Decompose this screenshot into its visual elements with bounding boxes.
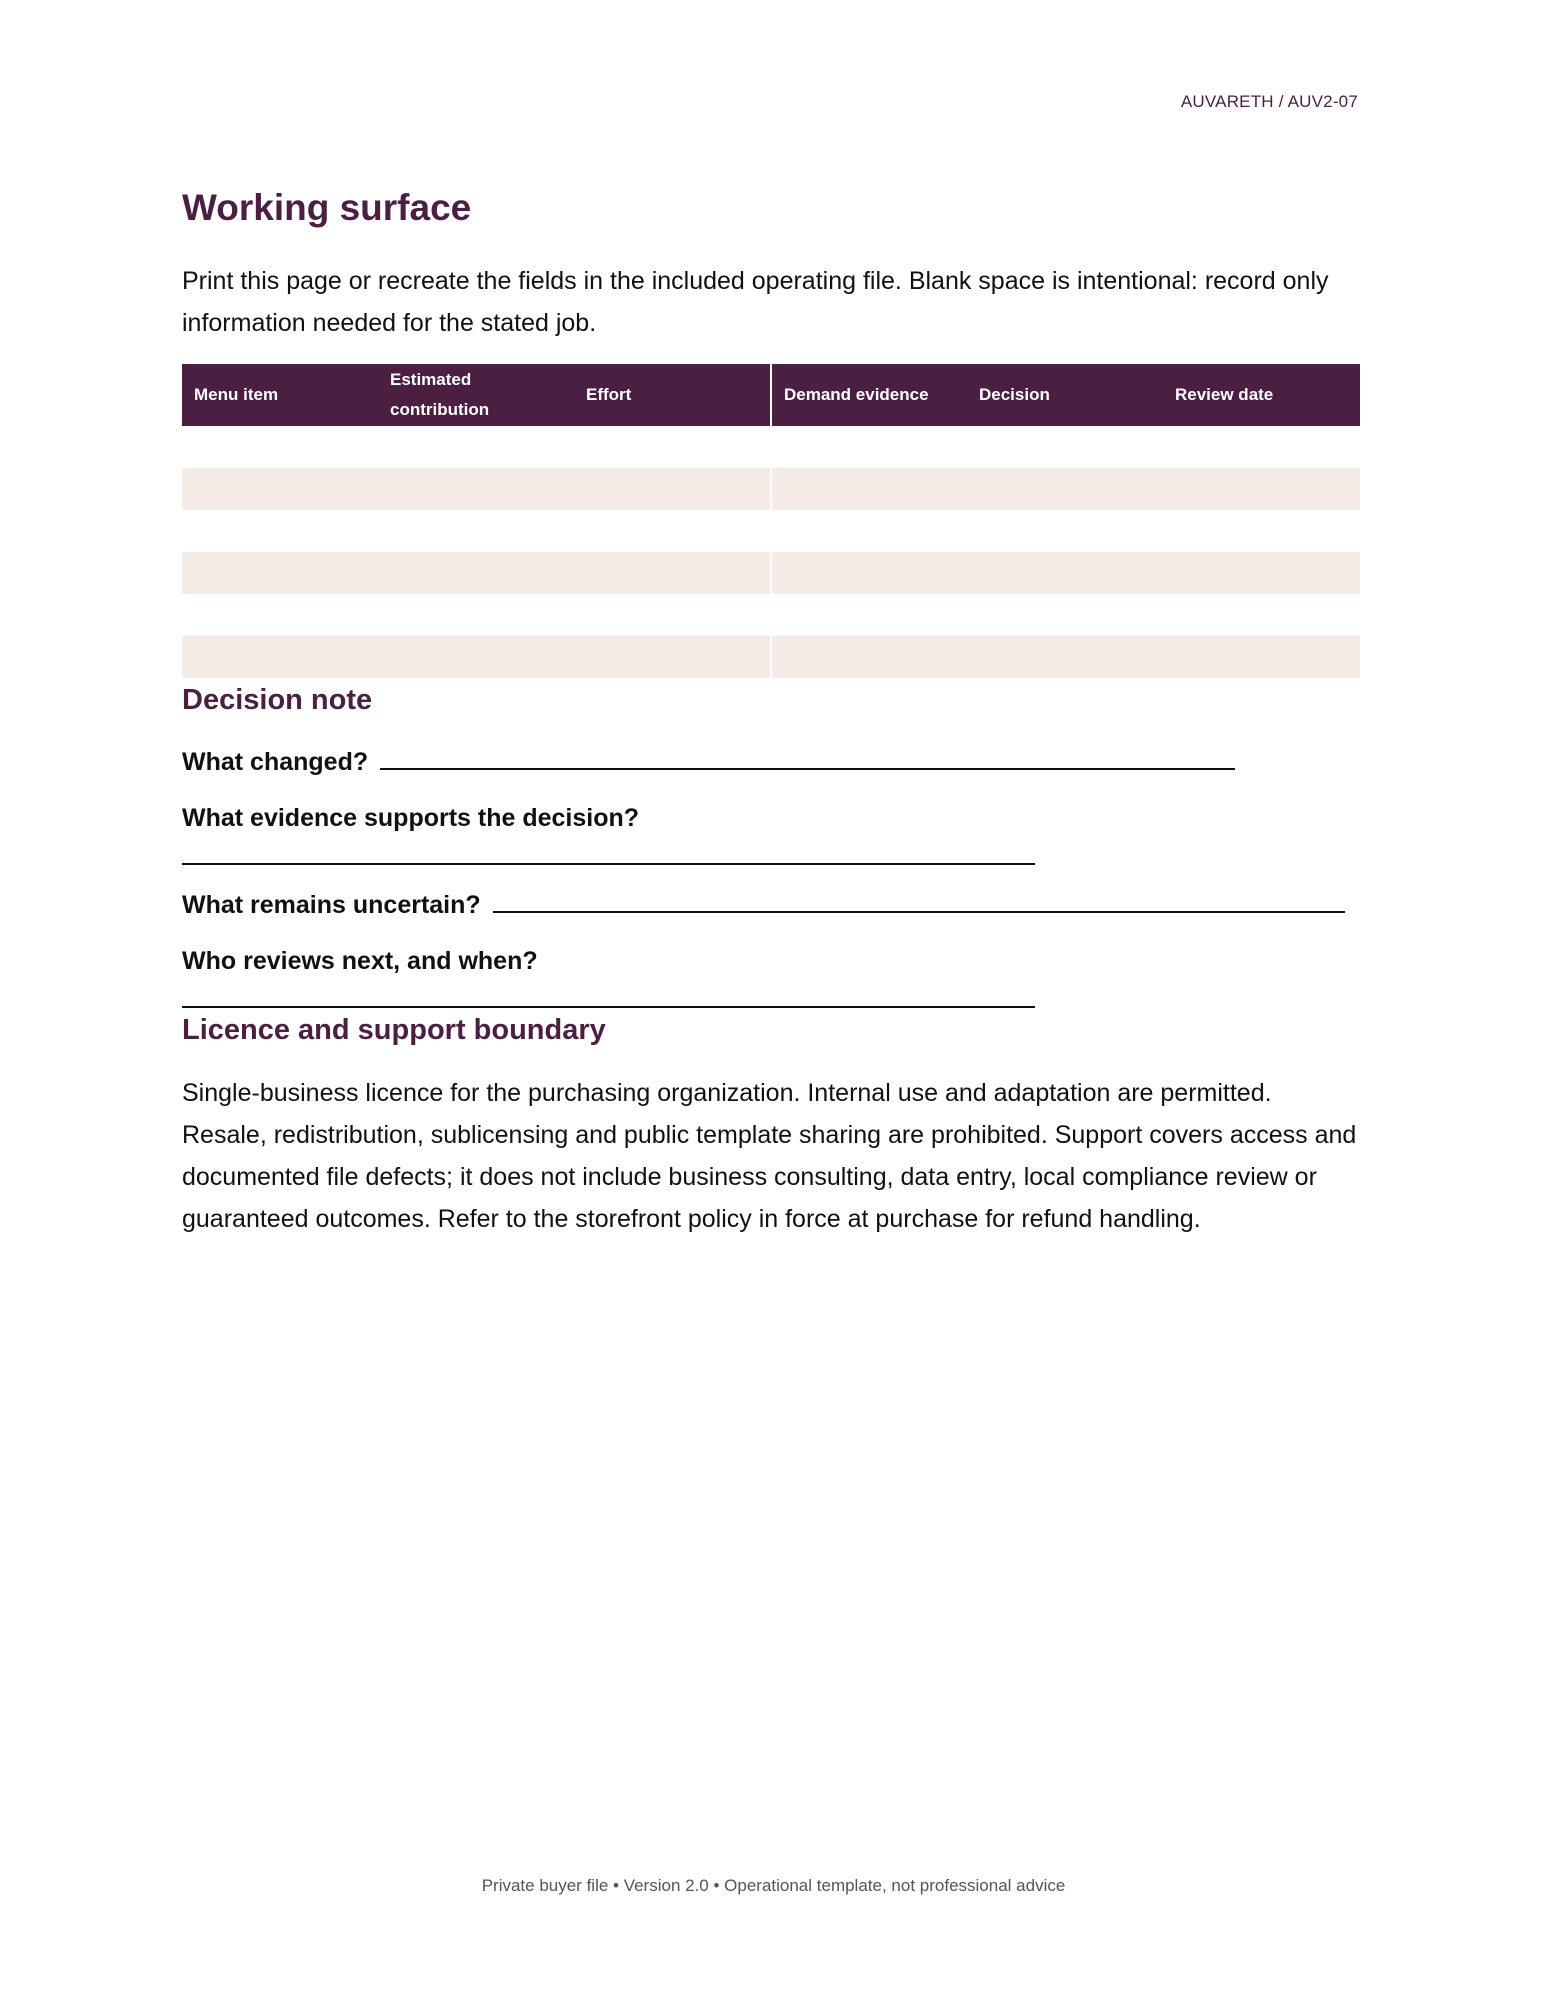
table-cell[interactable] xyxy=(574,426,771,468)
table-cell[interactable] xyxy=(967,468,1163,510)
table-cell[interactable] xyxy=(1163,594,1360,636)
table-cell[interactable] xyxy=(378,510,574,552)
table-cell[interactable] xyxy=(771,552,967,594)
table-header-row xyxy=(182,364,1360,426)
table-cell[interactable] xyxy=(574,468,771,510)
table-cell[interactable] xyxy=(182,426,378,468)
table-row xyxy=(182,426,1360,468)
table-row xyxy=(182,552,1360,594)
question-evidence xyxy=(182,800,1360,836)
answer-field-uncertain[interactable] xyxy=(493,885,1345,913)
table-cell[interactable] xyxy=(967,594,1163,636)
working-table xyxy=(182,364,1360,678)
table-cell[interactable] xyxy=(771,468,967,510)
table-cell[interactable] xyxy=(771,426,967,468)
question-who-reviews xyxy=(182,943,1360,979)
question-label: Who reviews next, and when? xyxy=(182,947,538,975)
table-cell[interactable] xyxy=(1163,552,1360,594)
table-cell[interactable] xyxy=(1163,636,1360,678)
table-cell[interactable] xyxy=(967,636,1163,678)
page-title: Working surface xyxy=(182,187,472,228)
table-cell[interactable] xyxy=(182,594,378,636)
table-cell[interactable] xyxy=(574,552,771,594)
question-uncertain xyxy=(182,885,1360,923)
table-cell[interactable] xyxy=(574,510,771,552)
intro-paragraph: Print this page or recreate the fields in the included operating file. Blank space is intentional: record only information needed for the stated job. xyxy=(182,267,1329,337)
table-cell[interactable] xyxy=(967,426,1163,468)
table-cell[interactable] xyxy=(771,510,967,552)
table-cell[interactable] xyxy=(771,636,967,678)
table-cell[interactable] xyxy=(1163,468,1360,510)
table-cell[interactable] xyxy=(182,468,378,510)
licence-paragraph: Single-business licence for the purchasing organization. Internal use and adaptation are permitted. Resale, redistribution, sublicensing and public template sharing are prohibited. Support covers access and documented file defects; it does not include business consulting, data entry, local compliance review or guaranteed outcomes. Refer to the storefront policy in force at purchase for refund handling. xyxy=(182,1079,1357,1233)
table-row xyxy=(182,510,1360,552)
answer-field-what-changed[interactable] xyxy=(380,742,1235,770)
table-cell[interactable] xyxy=(1163,426,1360,468)
table-cell[interactable] xyxy=(378,552,574,594)
table-cell[interactable] xyxy=(574,636,771,678)
table-row xyxy=(182,468,1360,510)
table-cell[interactable] xyxy=(967,510,1163,552)
question-label: What changed? xyxy=(182,748,369,776)
column-header-decision: Decision xyxy=(967,364,1163,426)
table-cell[interactable] xyxy=(574,594,771,636)
table-row xyxy=(182,636,1360,678)
question-label: What remains uncertain? xyxy=(182,891,481,919)
answer-field-evidence[interactable] xyxy=(182,863,1035,865)
question-label: What evidence supports the decision? xyxy=(182,804,640,832)
question-what-changed xyxy=(182,742,1360,780)
column-header-menu-item: Menu item xyxy=(182,364,378,426)
page-content xyxy=(182,180,1360,1240)
document-reference: AUVARETH / AUV2-07 xyxy=(1180,92,1358,111)
column-header-estimated-contribution: Estimated contribution xyxy=(378,364,574,426)
table-cell[interactable] xyxy=(182,552,378,594)
licence-heading: Licence and support boundary xyxy=(182,1014,606,1046)
table-cell[interactable] xyxy=(378,594,574,636)
table-cell[interactable] xyxy=(967,552,1163,594)
decision-note-heading: Decision note xyxy=(182,684,373,716)
table-cell[interactable] xyxy=(182,510,378,552)
table-cell[interactable] xyxy=(771,594,967,636)
table-cell[interactable] xyxy=(378,468,574,510)
table-cell[interactable] xyxy=(182,636,378,678)
page-footer: Private buyer file • Version 2.0 • Operational template, not professional advice xyxy=(481,1876,1066,1895)
column-header-effort: Effort xyxy=(574,364,771,426)
column-header-demand-evidence: Demand evidence xyxy=(771,364,967,426)
table-cell[interactable] xyxy=(1163,510,1360,552)
table-row xyxy=(182,594,1360,636)
table-cell[interactable] xyxy=(378,636,574,678)
table-cell[interactable] xyxy=(378,426,574,468)
column-header-review-date: Review date xyxy=(1163,364,1360,426)
